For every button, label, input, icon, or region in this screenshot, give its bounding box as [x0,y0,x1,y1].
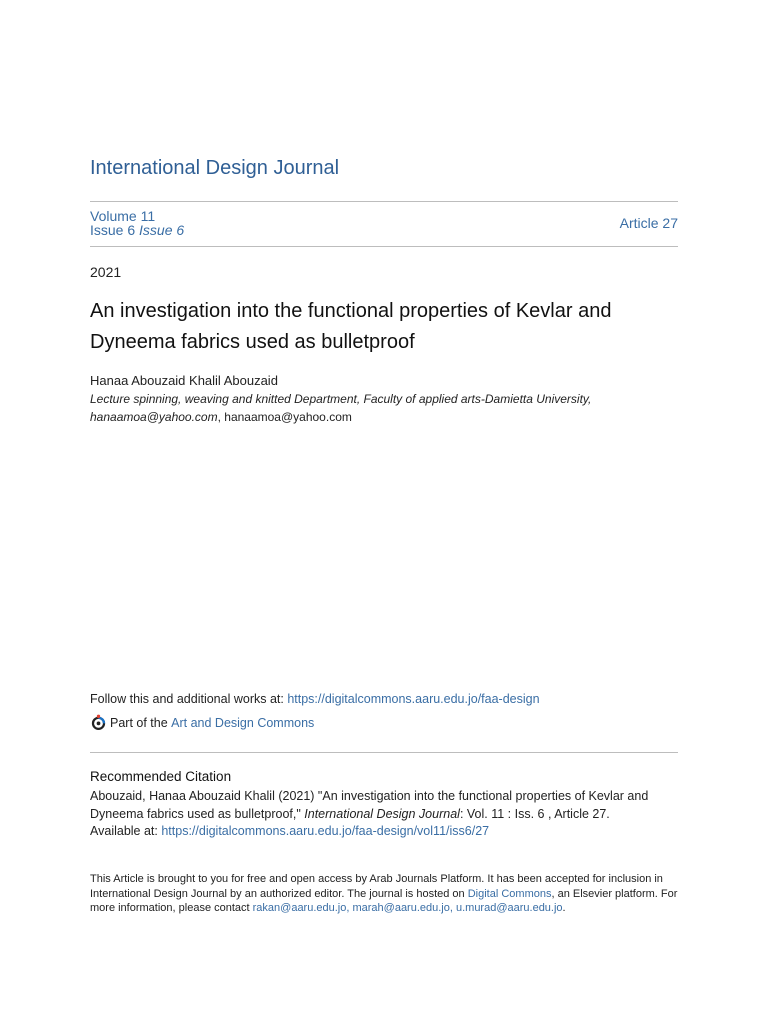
digital-commons-icon [90,714,107,731]
issue-link[interactable] [90,222,184,238]
author-affiliation [90,390,678,426]
article-title: An investigation into the functional properties of Kevlar and Dyneema fabrics used as bulletproof [90,300,612,353]
recommended-citation-heading: Recommended Citation [90,769,232,784]
author-email: hanaamoa@yahoo.com [224,410,352,424]
affiliation-text: Lecture spinning, weaving and knitted Department, Faculty of applied arts-Damietta University, hanaamoa@yahoo.com [90,392,592,424]
citation-body: Abouzaid, Hanaa Abouzaid Khalil (2021) "An investigation into the functional properties of Kevlar and Dyneema fabrics used as bulletproof," [90,789,649,821]
notice-text-3: . [562,902,566,914]
follow-line [90,692,540,706]
access-notice [90,872,678,916]
divider-top [90,201,678,202]
available-prefix: Available at: [90,824,162,838]
digital-commons-link[interactable]: Digital Commons [467,887,552,900]
affiliation-separator: , [217,410,225,424]
follow-prefix: Follow this and additional works at: [90,692,288,706]
volume-issue-block [90,209,184,237]
volume-link[interactable]: Volume 11 [90,208,156,224]
issue-label-italic: Issue 6 [139,222,185,238]
part-of-line [90,714,314,731]
author-name: Hanaa Abouzaid Khalil Abouzaid [90,373,278,388]
publication-year: 2021 [90,264,122,280]
citation-journal: International Design Journal [304,806,460,821]
part-of-prefix: Part of the [110,715,172,730]
notice-text-1: This Article is brought to you for free and open access by Arab Journals Platform. It has been accepted for inclusion in International Design Journal by an authorized editor. The journal is hosted on [90,873,663,900]
contact-emails-link[interactable]: rakan@aaru.edu.jo, marah@aaru.edu.jo, u.murad@aaru.edu.jo [252,902,563,914]
divider-citation [90,752,678,753]
journal-title-link[interactable]: International Design Journal [90,157,340,179]
article-number-link[interactable]: Article 27 [619,215,678,231]
issue-label: Issue 6 [90,222,136,238]
art-design-commons-link[interactable]: Art and Design Commons [171,715,315,730]
notice-text-2: , an Elsevier platform. For more information, please contact [90,887,678,914]
recommended-citation-text [90,788,678,841]
citation-url-link[interactable]: https://digitalcommons.aaru.edu.jo/faa-design/vol11/iss6/27 [161,824,490,838]
divider-issue [90,246,678,247]
follow-url-link[interactable]: https://digitalcommons.aaru.edu.jo/faa-design [287,692,540,706]
citation-volume: : Vol. 11 : Iss. 6 , Article 27. [459,806,610,821]
